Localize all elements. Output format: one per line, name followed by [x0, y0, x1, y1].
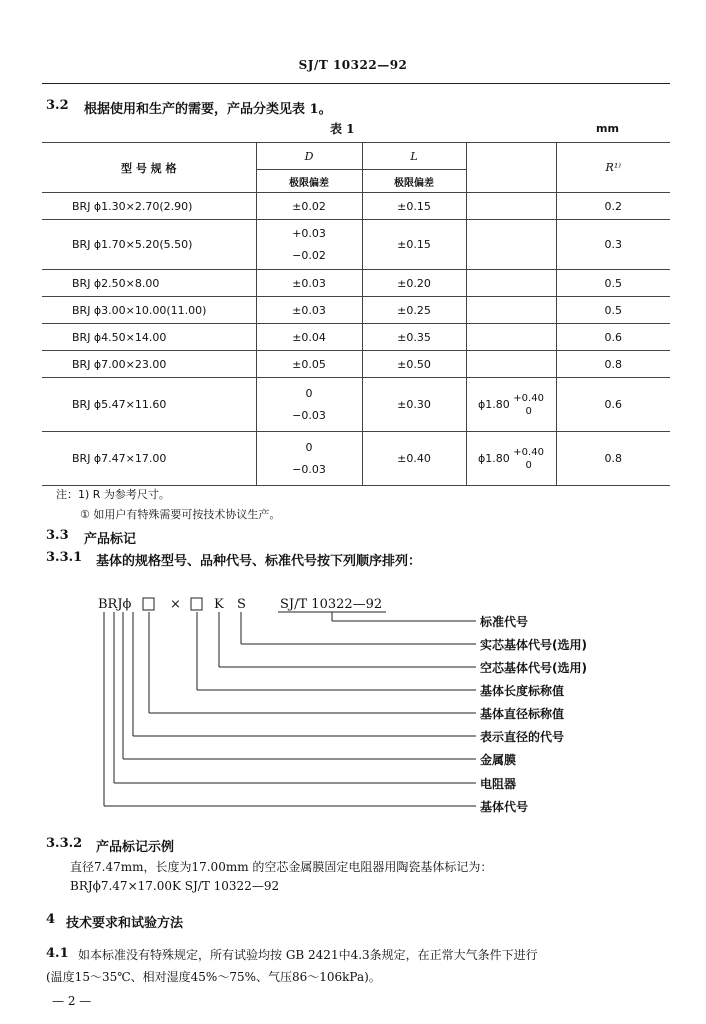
cell-model: BRJ ϕ7.00×23.00 [42, 351, 256, 378]
cell-l-tol: ±0.20 [362, 270, 466, 297]
section-4-number: 4 [46, 912, 56, 927]
label-base-code: 基体代号 [480, 800, 529, 814]
label-length-nominal: 基体长度标称值 [480, 684, 565, 698]
section-3-3-title: 产品标记 [84, 532, 137, 547]
section-4-1-line2: (温度15～35℃、相对湿度45%～75%、气压86～106kPa)。 [46, 970, 381, 984]
d-tol-lower: −0.03 [292, 408, 326, 422]
extra-base: ϕ1.80 [478, 451, 510, 465]
cell-d-tol: ±0.04 [256, 324, 362, 351]
cell-l-tol: ±0.15 [362, 193, 466, 220]
diameter-box [143, 598, 154, 610]
header-l: L [362, 143, 466, 170]
code-s: S [237, 597, 246, 612]
cell-model: BRJ ϕ4.50×14.00 [42, 324, 256, 351]
section-3-2-text: 根据使用和生产的需要，产品分类见表 1。 [84, 102, 332, 117]
table-note-1: 注：1) R 为参考尺寸。 [56, 488, 170, 501]
extra-tol-upper: +0.40 [513, 446, 544, 458]
cell-r: 0.3 [556, 220, 670, 270]
cell-d-tol: ±0.03 [256, 270, 362, 297]
cell-l-tol: ±0.30 [362, 378, 466, 432]
section-4-title: 技术要求和试验方法 [66, 916, 184, 931]
section-3-3-number: 3.3 [46, 528, 69, 543]
cell-d-tol: ±0.02 [256, 193, 362, 220]
d-tol-upper: +0.03 [292, 226, 326, 240]
subheader-l-tolerance: 极限偏差 [362, 170, 466, 193]
d-tol-lower: −0.02 [292, 248, 326, 262]
section-3-2-number: 3.2 [46, 98, 69, 113]
cell-r: 0.6 [556, 378, 670, 432]
label-diameter-nominal: 基体直径标称值 [480, 707, 565, 721]
cell-l-tol: ±0.40 [362, 432, 466, 486]
d-tol-upper: 0 [305, 440, 313, 454]
subheader-d-tolerance: 极限偏差 [256, 170, 362, 193]
cell-l-tol: ±0.35 [362, 324, 466, 351]
header-d: D [256, 143, 362, 170]
section-4-1-line1: 如本标准没有特殊规定，所有试验均按 GB 2421中4.3条规定，在正常大气条件下进行 [78, 948, 538, 962]
standard-code-header: SJ/T 10322—92 [298, 58, 408, 72]
extra-tol-upper: +0.40 [513, 392, 544, 404]
code-k: K [214, 597, 224, 612]
page-number: — 2 — [52, 994, 92, 1008]
label-solid-core-code: 实芯基体代号(选用) [480, 638, 587, 652]
cell-d-tol: ±0.05 [256, 351, 362, 378]
label-metal-film: 金属膜 [480, 753, 517, 767]
cell-l-tol: ±0.25 [362, 297, 466, 324]
section-3-3-2-number: 3.3.2 [46, 836, 83, 851]
section-3-3-1-text: 基体的规格型号、品种代号、标准代号按下列顺序排列： [96, 554, 422, 569]
extra-tol-lower: 0 [525, 459, 532, 471]
header-model: 型 号 规 格 [42, 143, 256, 193]
label-hollow-core-code: 空芯基体代号(选用) [480, 661, 587, 675]
table-caption: 表 1 [330, 122, 355, 136]
label-diameter-symbol: 表示直径的代号 [480, 730, 565, 744]
section-3-3-1-number: 3.3.1 [46, 550, 83, 565]
cell-r: 0.5 [556, 297, 670, 324]
extra-base: ϕ1.80 [478, 397, 510, 411]
label-resistor: 电阻器 [480, 777, 517, 791]
length-box [191, 598, 202, 610]
cell-r: 0.6 [556, 324, 670, 351]
cell-model: BRJ ϕ3.00×10.00(11.00) [42, 297, 256, 324]
d-tol-lower: −0.03 [292, 462, 326, 476]
example-marking: BRJϕ7.47×17.00K SJ/T 10322—92 [70, 879, 280, 893]
extra-tol-lower: 0 [525, 405, 532, 417]
example-description: 直径7.47mm，长度为17.00mm 的空芯金属膜固定电阻器用陶瓷基体标记为： [70, 860, 493, 874]
cell-model: BRJ ϕ2.50×8.00 [42, 270, 256, 297]
table-note-2: ① 如用户有特殊需要可按技术协议生产。 [80, 508, 281, 521]
code-times: × [170, 597, 181, 612]
section-3-3-2-title: 产品标记示例 [96, 840, 175, 855]
header-r: R¹⁾ [556, 143, 670, 193]
code-standard: SJ/T 10322—92 [280, 597, 383, 612]
cell-r: 0.8 [556, 351, 670, 378]
cell-model: BRJ ϕ1.70×5.20(5.50) [42, 220, 256, 270]
code-brj: BRJϕ [98, 597, 132, 612]
label-standard-code: 标准代号 [480, 615, 529, 629]
cell-l-tol: ±0.15 [362, 220, 466, 270]
cell-r: 0.8 [556, 432, 670, 486]
cell-d-tol: ±0.03 [256, 297, 362, 324]
cell-r: 0.2 [556, 193, 670, 220]
cell-model: BRJ ϕ5.47×11.60 [42, 378, 256, 432]
cell-r: 0.5 [556, 270, 670, 297]
cell-model: BRJ ϕ7.47×17.00 [42, 432, 256, 486]
section-4-1-number: 4.1 [46, 946, 69, 961]
cell-model: BRJ ϕ1.30×2.70(2.90) [42, 193, 256, 220]
cell-l-tol: ±0.50 [362, 351, 466, 378]
table-unit: mm [596, 122, 619, 135]
d-tol-upper: 0 [305, 386, 313, 400]
